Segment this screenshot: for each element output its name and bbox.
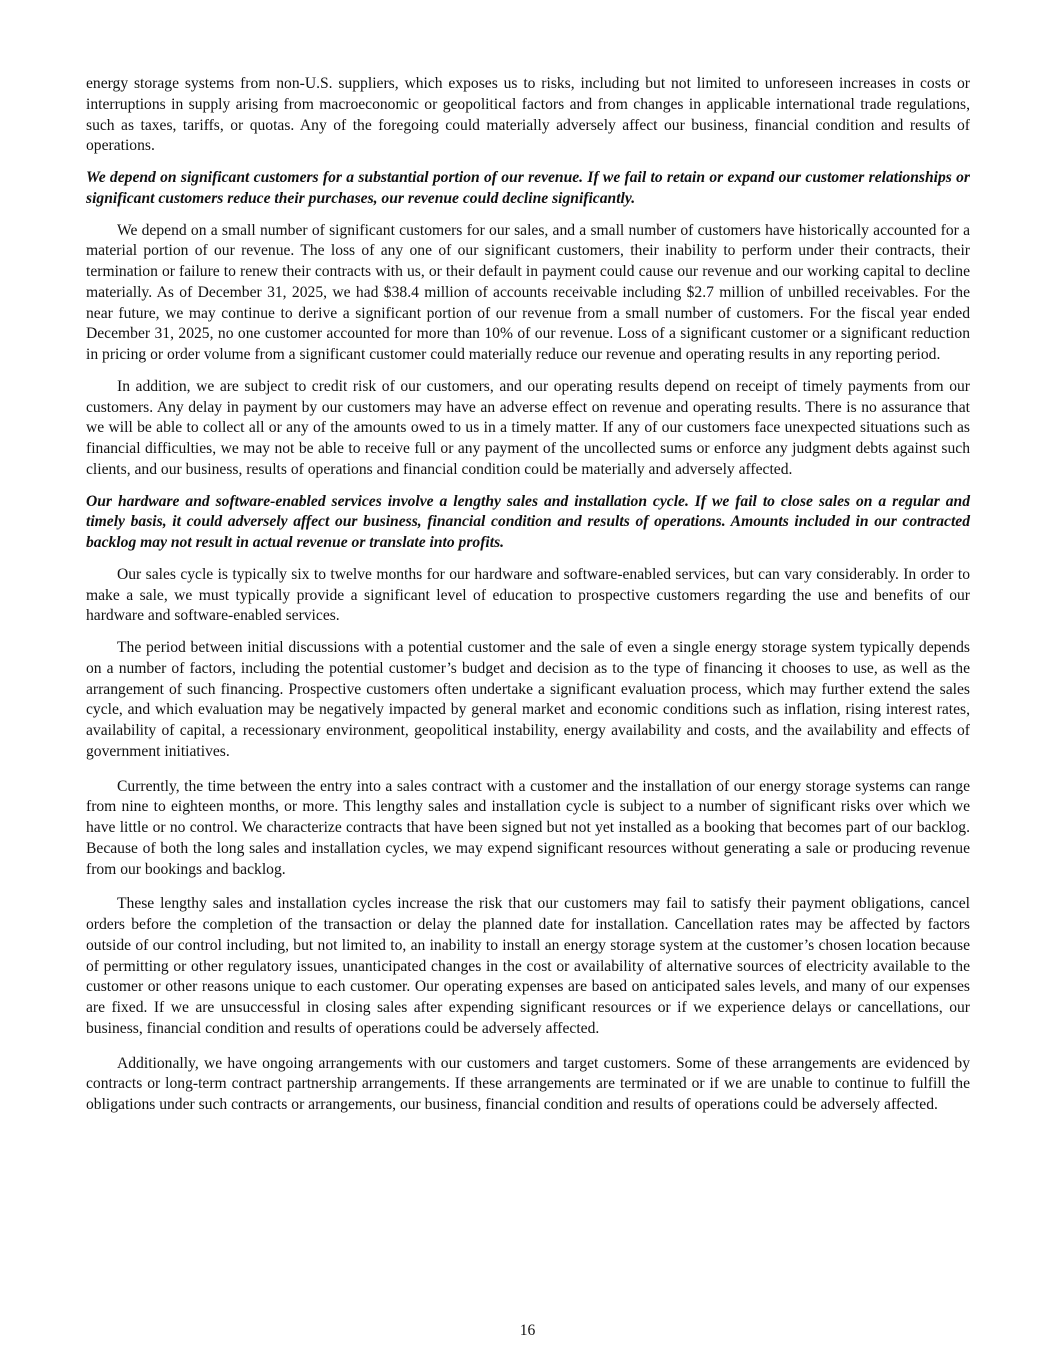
risk-heading: We depend on significant customers for a substantial portion of our revenue. If we fail to retain or expand our customer relationships or significant customers reduce their purchases, our revenue could decline significantly. bbox=[86, 169, 970, 207]
body-paragraph: In addition, we are subject to credit risk of our customers, and our operating results depend on receipt of timely payments from our customers. Any delay in payment by our customers may have an adverse effect on revenue and operating results. There is no assurance that we will be able to collect all or any of the amounts owed to us in a timely matter. If any of our customers face unexpected situations such as financial difficulties, we may not be able to receive full or any payment of the uncollected sums or enforce any judgment debts against such clients, and our business, results of operations and financial condition could be materially and adversely affected. bbox=[86, 377, 970, 478]
body-paragraph: We depend on a small number of significant customers for our sales, and a small number of customers have historically accounted for a material portion of our revenue. The loss of any one of our significant customers, their inability to perform under their contracts, their termination or failure to renew their contracts with us, or their default in payment could cause our revenue and our working capital to decline materially. As of December 31, 2025, we had $38.4 million of accounts receivable including $2.7 million of unbilled receivables. For the near future, we may continue to derive a significant portion of our revenue from a small number of customers. For the fiscal year ended December 31, 2025, no one customer accounted for more than 10% of our revenue. Loss of a significant customer or a significant reduction in pricing or order volume from a significant customer could materially reduce our revenue and operating results in any reporting period. bbox=[86, 221, 970, 363]
body-paragraph: Currently, the time between the entry into a sales contract with a customer and the installation of our energy storage systems can range from nine to eighteen months, or more. This lengthy sales and installation cycle is subject to a number of significant risks over which we have little or no control. We characterize contracts that have been signed but not yet installed as a booking that becomes part of our backlog. Because of both the long sales and installation cycles, we may expend significant resources without generating a sale or producing revenue from our bookings and backlog. bbox=[86, 777, 970, 878]
body-paragraph: Our sales cycle is typically six to twelve months for our hardware and software-enabled services, but can vary considerably. In order to make a sale, we must typically provide a significant level of education to prospective customers regarding the use and benefits of our hardware and software-enabled services. bbox=[86, 565, 970, 625]
risk-section-significant-customers bbox=[86, 168, 970, 481]
risk-heading: Our hardware and software-enabled services involve a lengthy sales and installation cycle. If we fail to close sales on a regular and timely basis, it could adversely affect our business, financial condition and results of operations. Amounts included in our contracted backlog may not result in actual revenue or translate into profits. bbox=[86, 492, 970, 551]
document-page bbox=[86, 74, 970, 1127]
body-paragraph: The period between initial discussions with a potential customer and the sale of even a single energy storage system typically depends on a number of factors, including the potential customer’s budget and decision as to the type of financing it chooses to use, as well as the arrangement of such financing. Prospective customers often undertake a significant evaluation process, which may further extend the sales cycle, and which evaluation may be negatively impacted by general market and economic conditions such as inflation, rising interest rates, availability of capital, a recessionary environment, geopolitical instability, energy availability and costs, and the availability and effects of government initiatives. bbox=[86, 639, 970, 760]
page-number: 16 bbox=[519, 1322, 536, 1339]
risk-section-sales-cycle bbox=[86, 492, 970, 1116]
body-paragraph: Additionally, we have ongoing arrangements with our customers and target customers. Some of these arrangements are evidenced by contracts or long-term contract partnership arrangements. If these arrangements are terminated or if we are unable to continue to fulfill the obligations under such contracts or arrangements, our business, financial condition and results of operations could be adversely affected. bbox=[86, 1054, 970, 1113]
body-paragraph: These lengthy sales and installation cycles increase the risk that our customers may fail to satisfy their payment obligations, cancel orders before the completion of the transaction or delay the planned date for installation. Cancellation rates may be affected by factors outside of our control including, but not limited to, an inability to install an energy storage system at the customer’s chosen location because of permitting or other regulatory issues, unanticipated changes in the cost or availability of alternative sources of electricity available to the customer or other reasons unique to each customer. Our operating expenses are based on anticipated sales levels, and many of our expenses are fixed. If we are unsuccessful in closing sales after expending significant resources or if we experience delays or cancellations, our business, financial condition and results of operations could be adversely affected. bbox=[86, 895, 970, 1037]
continuation-paragraph: energy storage systems from non-U.S. suppliers, which exposes us to risks, including but not limited to unforeseen increases in costs or interruptions in supply arising from macroeconomic or geopolitical factors and from changes in applicable international trade regulations, such as taxes, tariffs, or quotas. Any of the foregoing could materially adversely affect our business, financial condition and results of operations. bbox=[86, 75, 970, 155]
